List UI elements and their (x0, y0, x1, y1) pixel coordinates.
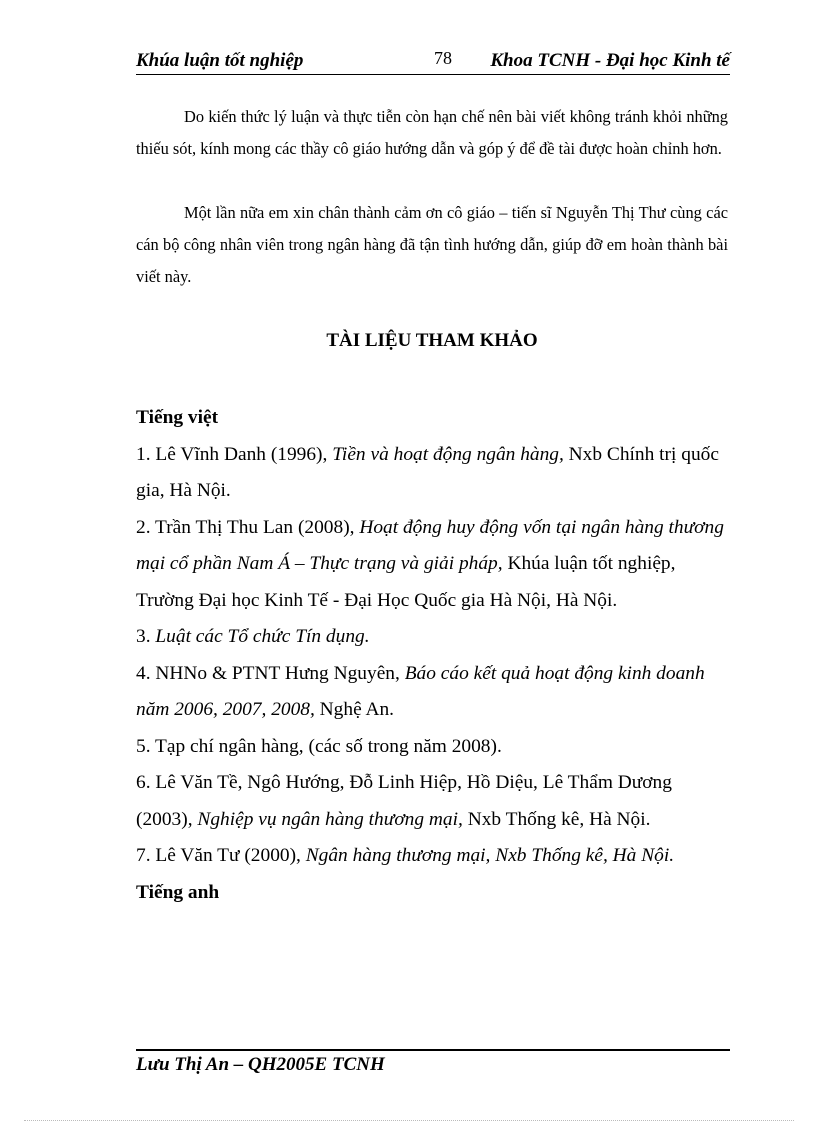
reference-title: Ngân hàng thương mại, Nxb Thống kê, Hà Nội. (305, 845, 675, 866)
page-number: 78 (434, 48, 452, 68)
reference-text: 7. Lê Văn Tư (2000), (136, 845, 306, 866)
reference-item (136, 437, 726, 510)
reference-text: Nxb Thống kê, Hà Nội. (462, 808, 651, 830)
reference-item (136, 656, 726, 729)
reference-item (136, 619, 726, 656)
header-rule (136, 74, 730, 75)
closing-paragraph-1: Do kiến thức lý luận và thực tiễn còn hạn chế nên bài viết không tránh khỏi những thiếu sót, kính mong các thầy cô giáo hướng dẫn và góp ý để đề tài được hoàn chỉnh hơn. (136, 107, 728, 158)
reference-text: 6. Lê Văn Tề, Ngô Hướng, Đỗ Linh Hiệp, Hồ Diệu, Lê Thẩm Dương (2003), (136, 772, 672, 830)
section-heading-english: Tiếng anh (136, 881, 220, 903)
footer-author: Lưu Thị An – QH2005E TCNH (136, 1054, 385, 1075)
reference-text: 3. (136, 626, 156, 647)
reference-title: Tiền và hoạt động ngân hàng, (332, 443, 564, 465)
reference-title: Báo cáo kết quả hoạt động kinh doanh năm 2006, 2007, 2008, (136, 662, 705, 720)
reference-item (136, 838, 726, 875)
reference-text: 2. Trần Thị Thu Lan (2008), (136, 516, 360, 538)
reference-title: Luật các Tổ chức Tín dụng. (155, 626, 370, 647)
reference-item (136, 765, 726, 838)
closing-paragraph-2: Một lần nữa em xin chân thành cảm ơn cô giáo – tiến sĩ Nguyễn Thị Thư cùng các cán bộ công nhân viên trong ngân hàng đã tận tình hướng dẫn, giúp đỡ em hoàn thành bài viết này. (136, 203, 728, 286)
reference-item (136, 510, 726, 620)
section-heading-vietnamese: Tiếng việt (136, 407, 219, 428)
reference-item (136, 729, 726, 766)
footer-rule (136, 1049, 730, 1051)
header-thesis-label: Khúa luận tốt nghiệp (136, 50, 304, 71)
reference-title: Nghiệp vụ ngân hàng thương mại, (197, 808, 463, 830)
references-title: TÀI LIỆU THAM KHẢO (326, 330, 538, 351)
reference-text: Khúa luận tốt nghiệp, Trường Đại học Kinh Tế - Đại Học Quốc gia Hà Nội, Hà Nội. (136, 553, 676, 611)
reference-text: 4. NHNo & PTNT Hưng Nguyên, (136, 662, 405, 684)
reference-text: Nxb Chính trị quốc gia, Hà Nội. (136, 443, 719, 501)
reference-text: Nghệ An. (314, 699, 394, 720)
header-faculty-label: Khoa TCNH - Đại học Kinh tế (490, 50, 730, 71)
references-list (136, 400, 726, 911)
reference-text: 1. Lê Vĩnh Danh (1996), (136, 443, 333, 465)
page-edge-dotted-line (24, 1120, 794, 1121)
reference-text: 5. Tạp chí ngân hàng, (các số trong năm 2008). (136, 735, 502, 757)
reference-title: Hoạt động huy động vốn tại ngân hàng thương mại cổ phần Nam Á – Thực trạng và giải pháp, (136, 516, 724, 574)
page-header (136, 46, 730, 74)
